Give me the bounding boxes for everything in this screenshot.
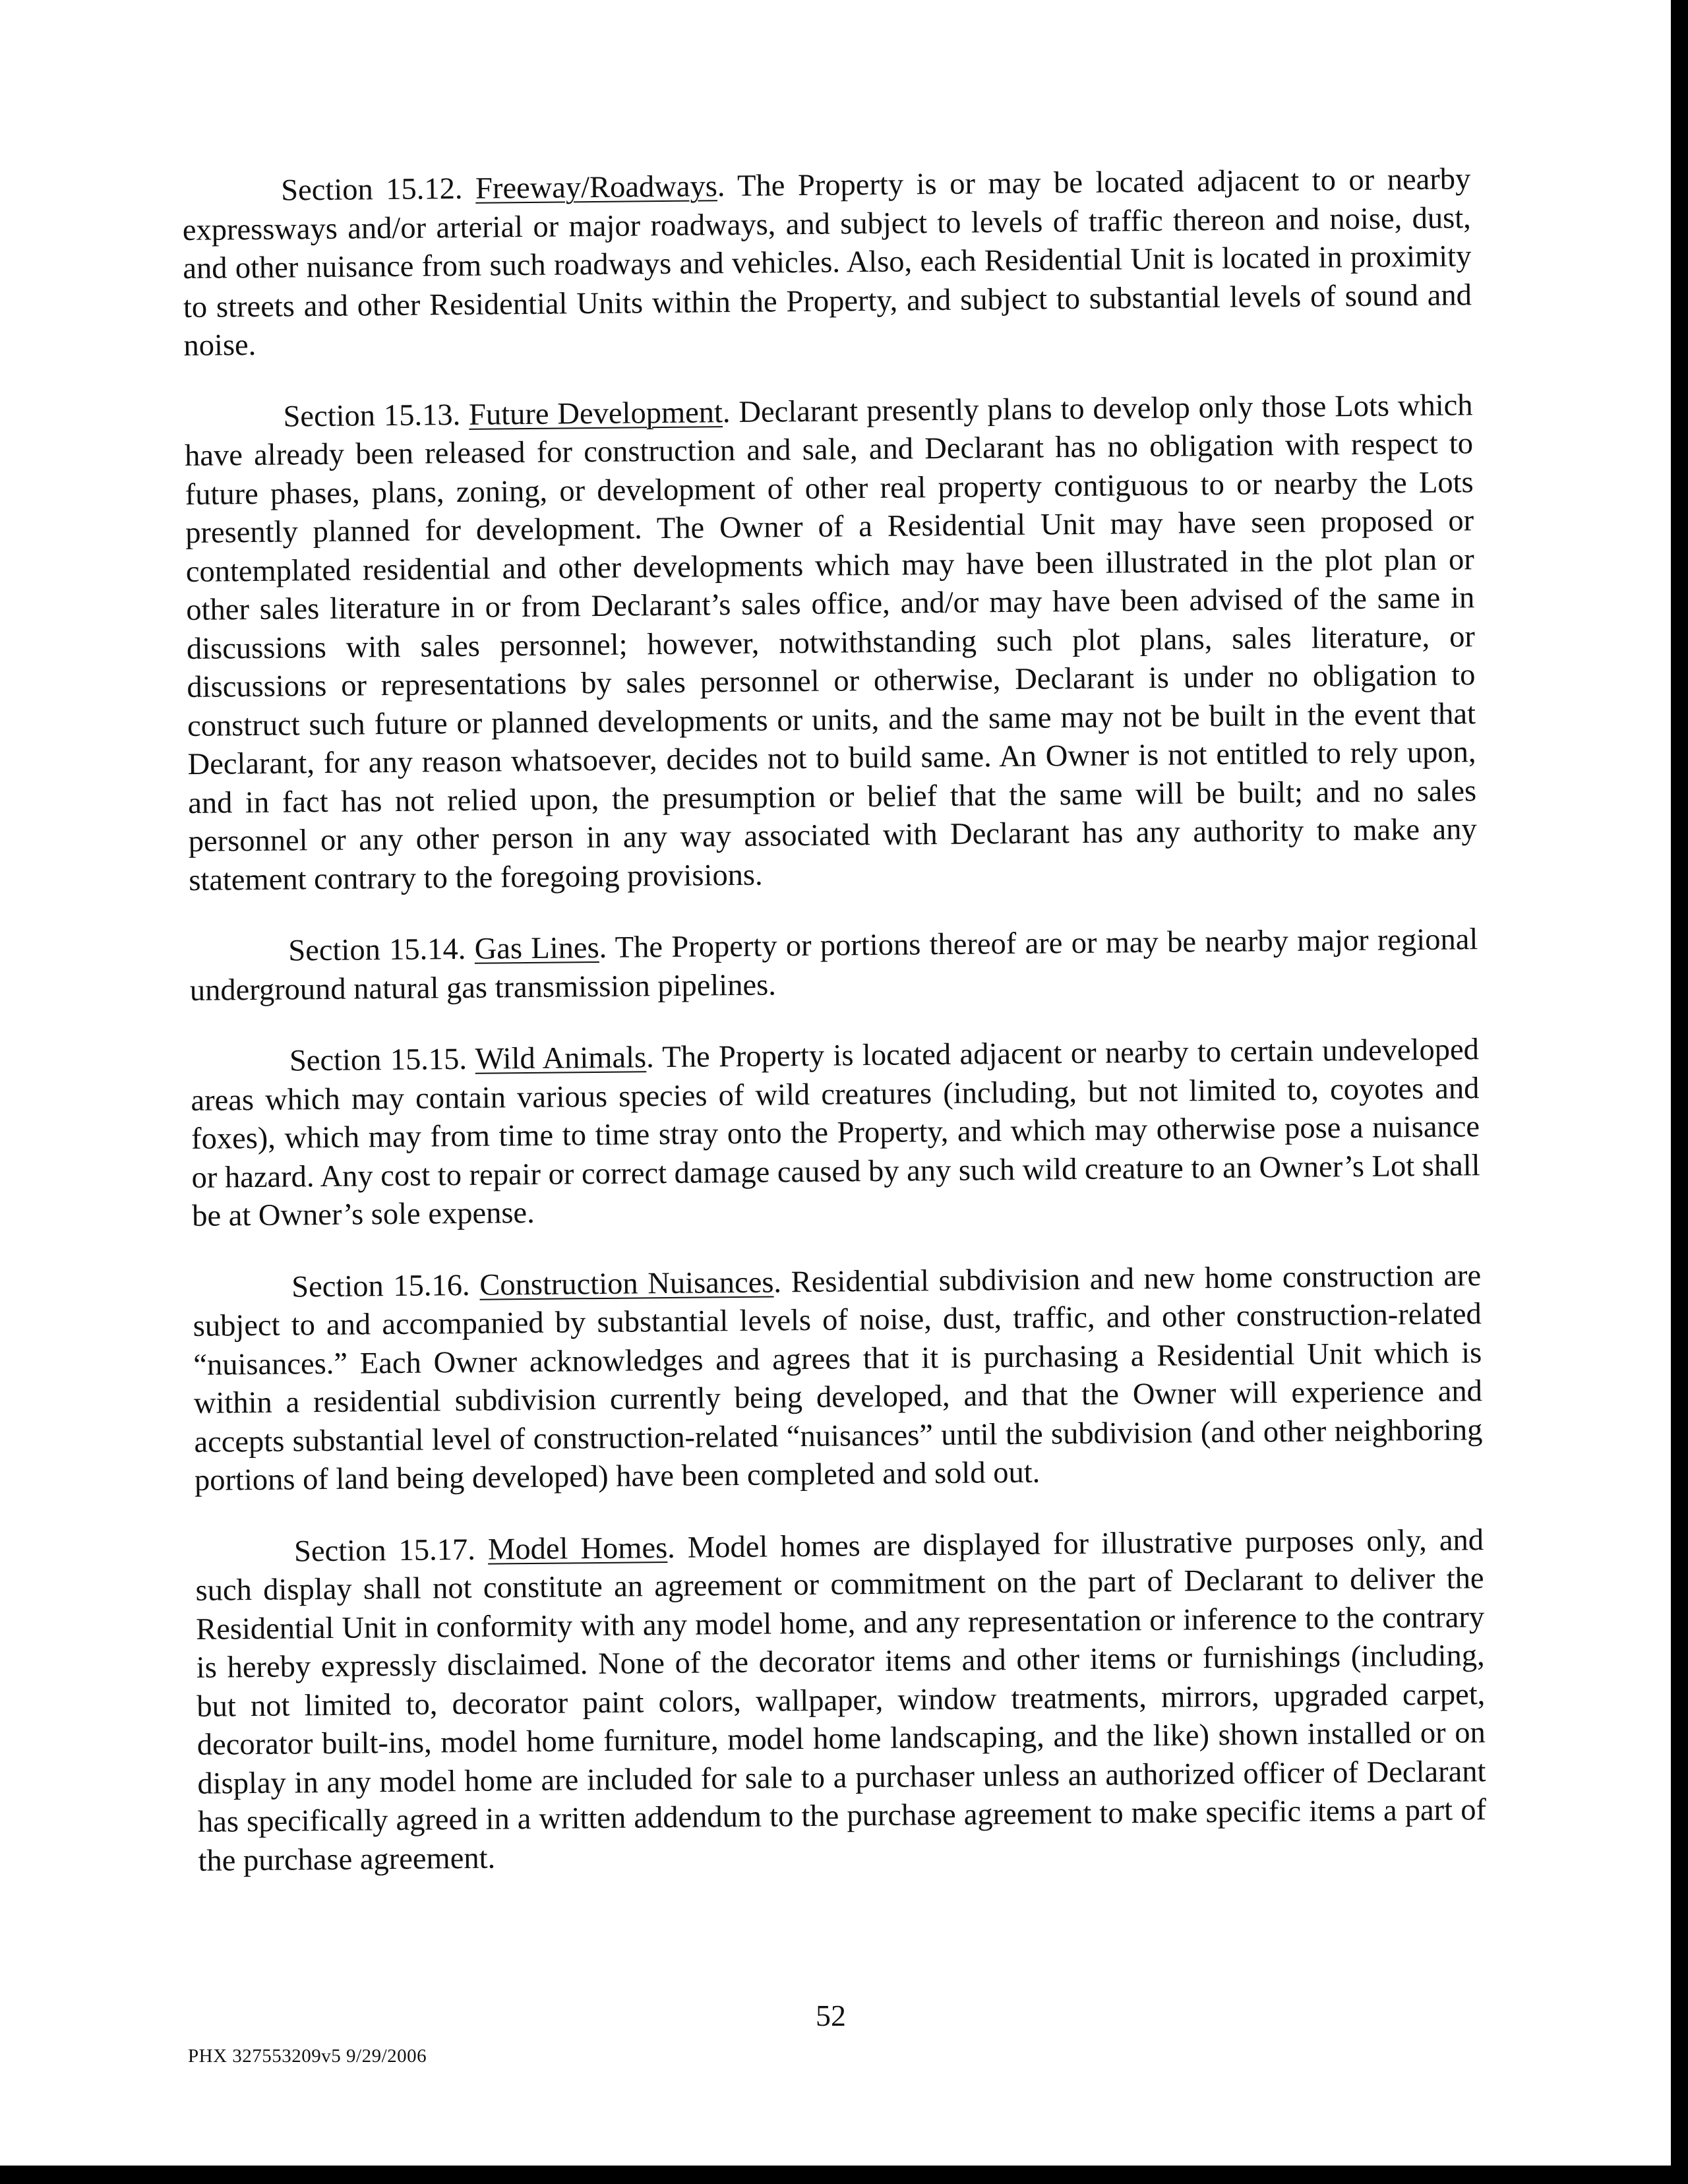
scan-border-right (1671, 0, 1688, 2184)
section-heading: Construction Nuisances (479, 1265, 774, 1302)
section-text: . The Property is or may be located adjacent to or nearby expressways and/or arterial or major roadways, and subject to levels of traffic thereon and noise, dust, and other nuisance from such roadways and vehicles. Also, each Residential Unit is located in proximity to streets and other Residential Units within the Property, and subject to substantial levels of sound and noise. (182, 162, 1472, 363)
section-number: Section 15.14. (288, 932, 466, 968)
document-body (182, 160, 1487, 1914)
section-number: Section 15.16. (291, 1268, 470, 1304)
section-heading: Gas Lines (474, 930, 599, 966)
section-heading: Model Homes (487, 1531, 668, 1567)
scan-border-bottom (0, 2166, 1688, 2184)
page-number: 52 (816, 1999, 846, 2032)
section-text: . The Property is located adjacent or nearby to certain undeveloped areas which may contain various species of wild creatures (including, but not limited to, coyotes and foxes), which may from time to time stray onto the Property, and which may otherwise pose a nuisance or hazard. Any cost to repair or correct damage caused by any such wild creature to an Owner’s Lot shall be at Owner’s sole expense. (191, 1033, 1480, 1233)
section-heading: Future Development (468, 395, 723, 432)
section-text: . Residential subdivision and new home construction are subject to and accompanied by substantial levels of noise, dust, traffic, and other construction-related “nuisances.” Each Owner acknowledges and agrees that it is purchasing a Residential Unit which is within a residential subdivision currently being developed, and that the Owner will experience and accepts substantial level of construction-related “nuisances” until the subdivision (and other neighboring portions of land being developed) have been completed and sold out. (193, 1258, 1483, 1498)
section-15-13 (184, 386, 1477, 900)
section-heading: Freeway/Roadways (475, 169, 718, 206)
section-15-15 (191, 1031, 1481, 1236)
section-15-16 (193, 1257, 1483, 1501)
section-text: . Declarant presently plans to develop only those Lots which have already been released for construction and sale, and Declarant has no obligation with respect to future phases, plans, zoning, or development of other real property contiguous to or nearby the Lots presently planned for development. The Owner of a Residential Unit may have seen proposed or contemplated residential and other developments which may have been illustrated in the plot plan or other sales literature in or from Declarant’s sales office, and/or may have been advised of the same in discussions with sales personnel; however, notwithstanding such plot plans, sales literature, or discussions or representations by sales personnel or otherwise, Declarant is under no obligation to construct such future or planned developments or units, and the same may not be built in the event that Declarant, for any reason whatsoever, decides not to build same. An Owner is not entitled to rely upon, and in fact has not relied upon, the presumption or belief that the same will be built; and no sales personnel or any other person in any way associated with Declarant has any authority to make any statement contrary to the foregoing provisions. (184, 388, 1477, 897)
section-number: Section 15.12. (281, 171, 463, 208)
section-text: . The Property or portions thereof are or may be nearby major regional underground natural gas transmission pipelines. (189, 923, 1478, 1008)
section-15-14 (189, 921, 1478, 1010)
section-heading: Wild Animals (475, 1041, 647, 1076)
section-number: Section 15.13. (283, 398, 461, 434)
section-15-17 (195, 1521, 1487, 1881)
section-text: . Model homes are displayed for illustrative purposes only, and such display shall not constitute an agreement or commitment on the part of Declarant to deliver the Residential Unit in conformity with any model home, and any representation or inference to the contrary is hereby expressly disclaimed. None of the decorator items and other items or furnishings (including, but not limited to, decorator paint colors, wallpaper, window treatments, mirrors, upgraded carpet, decorator built-ins, model home furniture, model home landscaping, and the like) shown installed or on display in any model home are included for sale to a purchaser unless an authorized officer of Declarant has specifically agreed in a written addendum to the purchase agreement to make specific items a part of the purchase agreement. (195, 1523, 1487, 1878)
section-number: Section 15.17. (293, 1532, 476, 1568)
section-number: Section 15.15. (289, 1042, 467, 1078)
section-15-12 (182, 160, 1472, 365)
document-id-footer: PHX 327553209v5 9/29/2006 (188, 2046, 427, 2067)
